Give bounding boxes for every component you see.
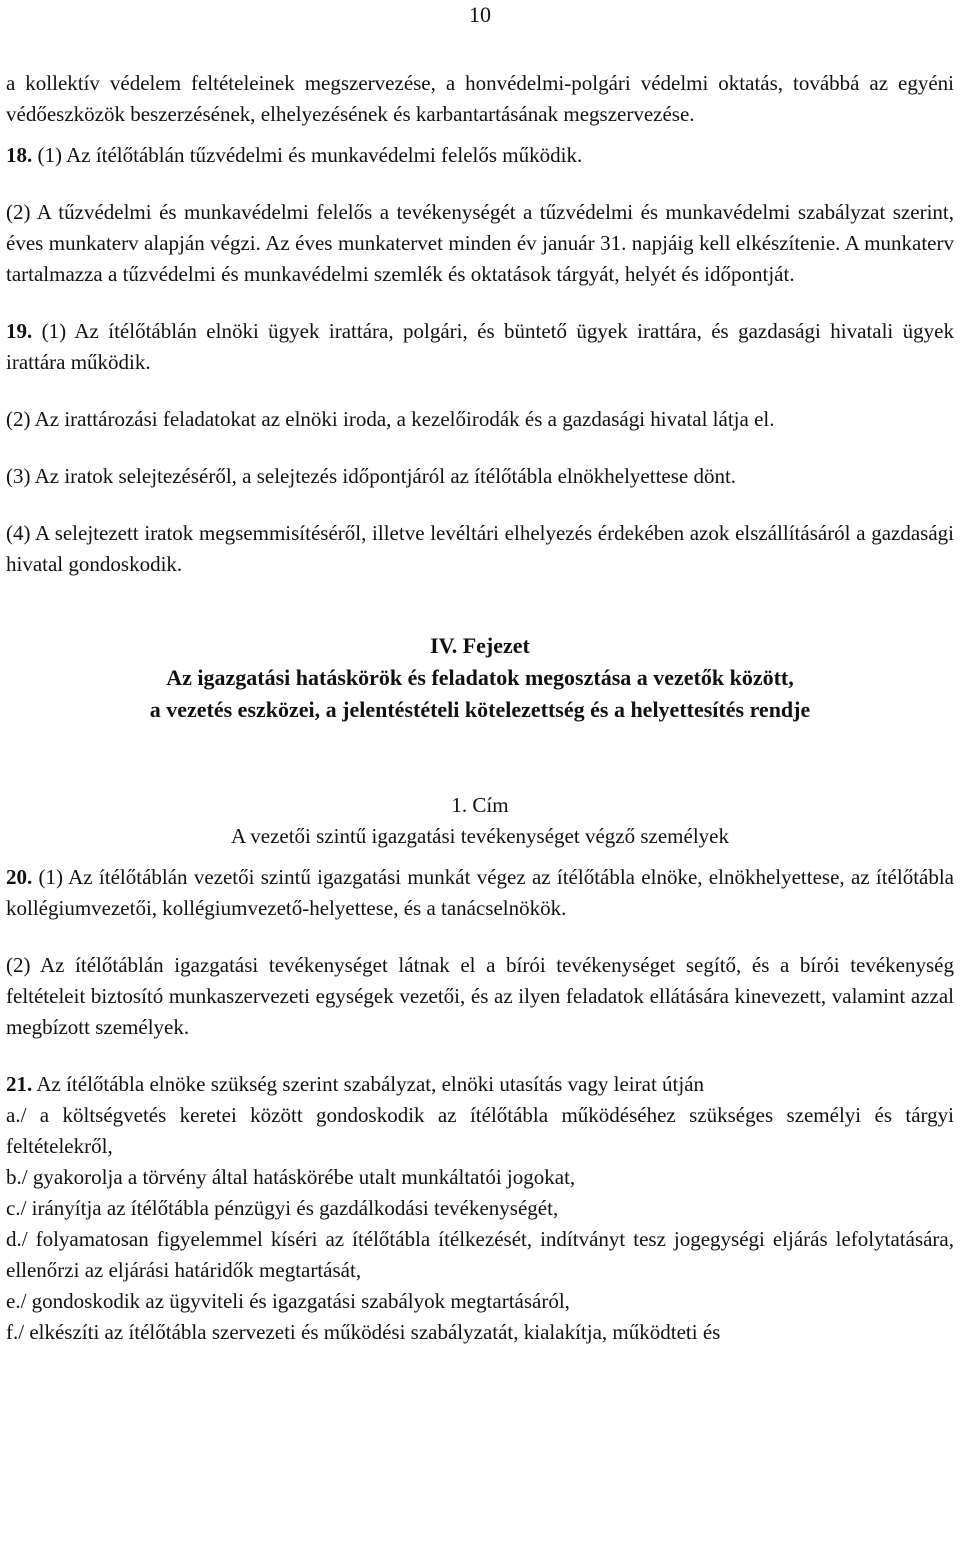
section-19-para-4: (4) A selejtezett iratok megsemmisítéséről, illetve levéltári elhelyezés érdekében azok elszállításáról a gazdasági hivatal gondoskodik.	[6, 521, 954, 576]
page-number: 10	[469, 2, 491, 27]
document-body	[6, 68, 954, 1348]
section-text: (1) Az ítélőtáblán vezetői szintű igazgatási munkát végez az ítélőtábla elnöke, elnökhelyettese, az ítélőtábla kollégiumvezetői, kollégiumvezető-helyettese, és a tanácselnökök.	[6, 865, 954, 920]
section-21-intro	[6, 1069, 954, 1100]
chapter-title-line-2: a vezetés eszközei, a jelentéstételi kötelezettség és a helyettesítés rendje	[149, 697, 811, 722]
section-19-para-3: (3) Az iratok selejtezéséről, a selejtezés időpontjáról az ítélőtábla elnökhelyettese dönt.	[6, 464, 737, 488]
section-text: (1) Az ítélőtáblán tűzvédelmi és munkavédelmi felelős működik.	[32, 143, 583, 167]
section-20-para-2: (2) Az ítélőtáblán igazgatási tevékenységet látnak el a bírói tevékenységet segítő, és a bírói tevékenység feltételeit biztosító munkaszervezeti egységek vezetői, és az ilyen feladatok ellátására kinevezett, valamint azzal megbízott személyek.	[6, 953, 954, 1039]
paragraph-continuation: a kollektív védelem feltételeinek megszervezése, a honvédelmi-polgári védelmi oktatás, továbbá az egyéni védőeszközök beszerzésének, elhelyezésének és karbantartásának megszervezése.	[6, 71, 954, 126]
chapter-title-line-1: Az igazgatási hatáskörök és feladatok megosztása a vezetők között,	[166, 665, 794, 690]
section-number: 19.	[6, 319, 33, 343]
section-20-para-1	[6, 862, 954, 924]
section-19-para-2: (2) Az irattározási feladatokat az elnöki iroda, a kezelőirodák és a gazdasági hivatal látja el.	[6, 407, 775, 431]
list-item: f./ elkészíti az ítélőtábla szervezeti és működési szabályzatát, kialakítja, működteti és	[6, 1320, 721, 1344]
cim-title: A vezetői szintű igazgatási tevékenységet végző személyek	[231, 824, 729, 848]
section-18-para-1	[6, 140, 954, 171]
section-number: 20.	[6, 865, 33, 889]
list-item: c./ irányítja az ítélőtábla pénzügyi és gazdálkodási tevékenységét,	[6, 1196, 559, 1220]
list-item: a./ a költségvetés keretei között gondoskodik az ítélőtábla működéséhez szükséges személyi és tárgyi feltételekről,	[6, 1103, 954, 1158]
section-number: 18.	[6, 143, 33, 167]
chapter-number: IV. Fejezet	[430, 633, 530, 658]
list-item: e./ gondoskodik az ügyviteli és igazgatási szabályok megtartásáról,	[6, 1289, 570, 1313]
section-text: Az ítélőtábla elnöke szükség szerint szabályzat, elnöki utasítás vagy leirat útján	[32, 1072, 705, 1096]
section-number: 21.	[6, 1072, 33, 1096]
section-text: (1) Az ítélőtáblán elnöki ügyek irattára, polgári, és büntető ügyek irattára, és gazdasági hivatali ügyek irattára működik.	[6, 319, 954, 374]
list-item: d./ folyamatosan figyelemmel kíséri az ítélőtábla ítélkezését, indítványt tesz jogegységi eljárás lefolytatására, ellenőrzi az eljárási határidők megtartását,	[6, 1227, 954, 1282]
section-18-para-2: (2) A tűzvédelmi és munkavédelmi felelős a tevékenységét a tűzvédelmi és munkavédelmi szabályzat szerint, éves munkaterv alapján végzi. Az éves munkatervet minden év január 31. napjáig kell elkészítenie. A munkaterv tartalmazza a tűzvédelmi és munkavédelmi szemlék és oktatások tárgyát, helyét és időpontját.	[6, 200, 954, 286]
list-item: b./ gyakorolja a törvény által hatáskörébe utalt munkáltatói jogokat,	[6, 1165, 576, 1189]
cim-number: 1. Cím	[451, 793, 509, 817]
section-19-para-1	[6, 316, 954, 378]
